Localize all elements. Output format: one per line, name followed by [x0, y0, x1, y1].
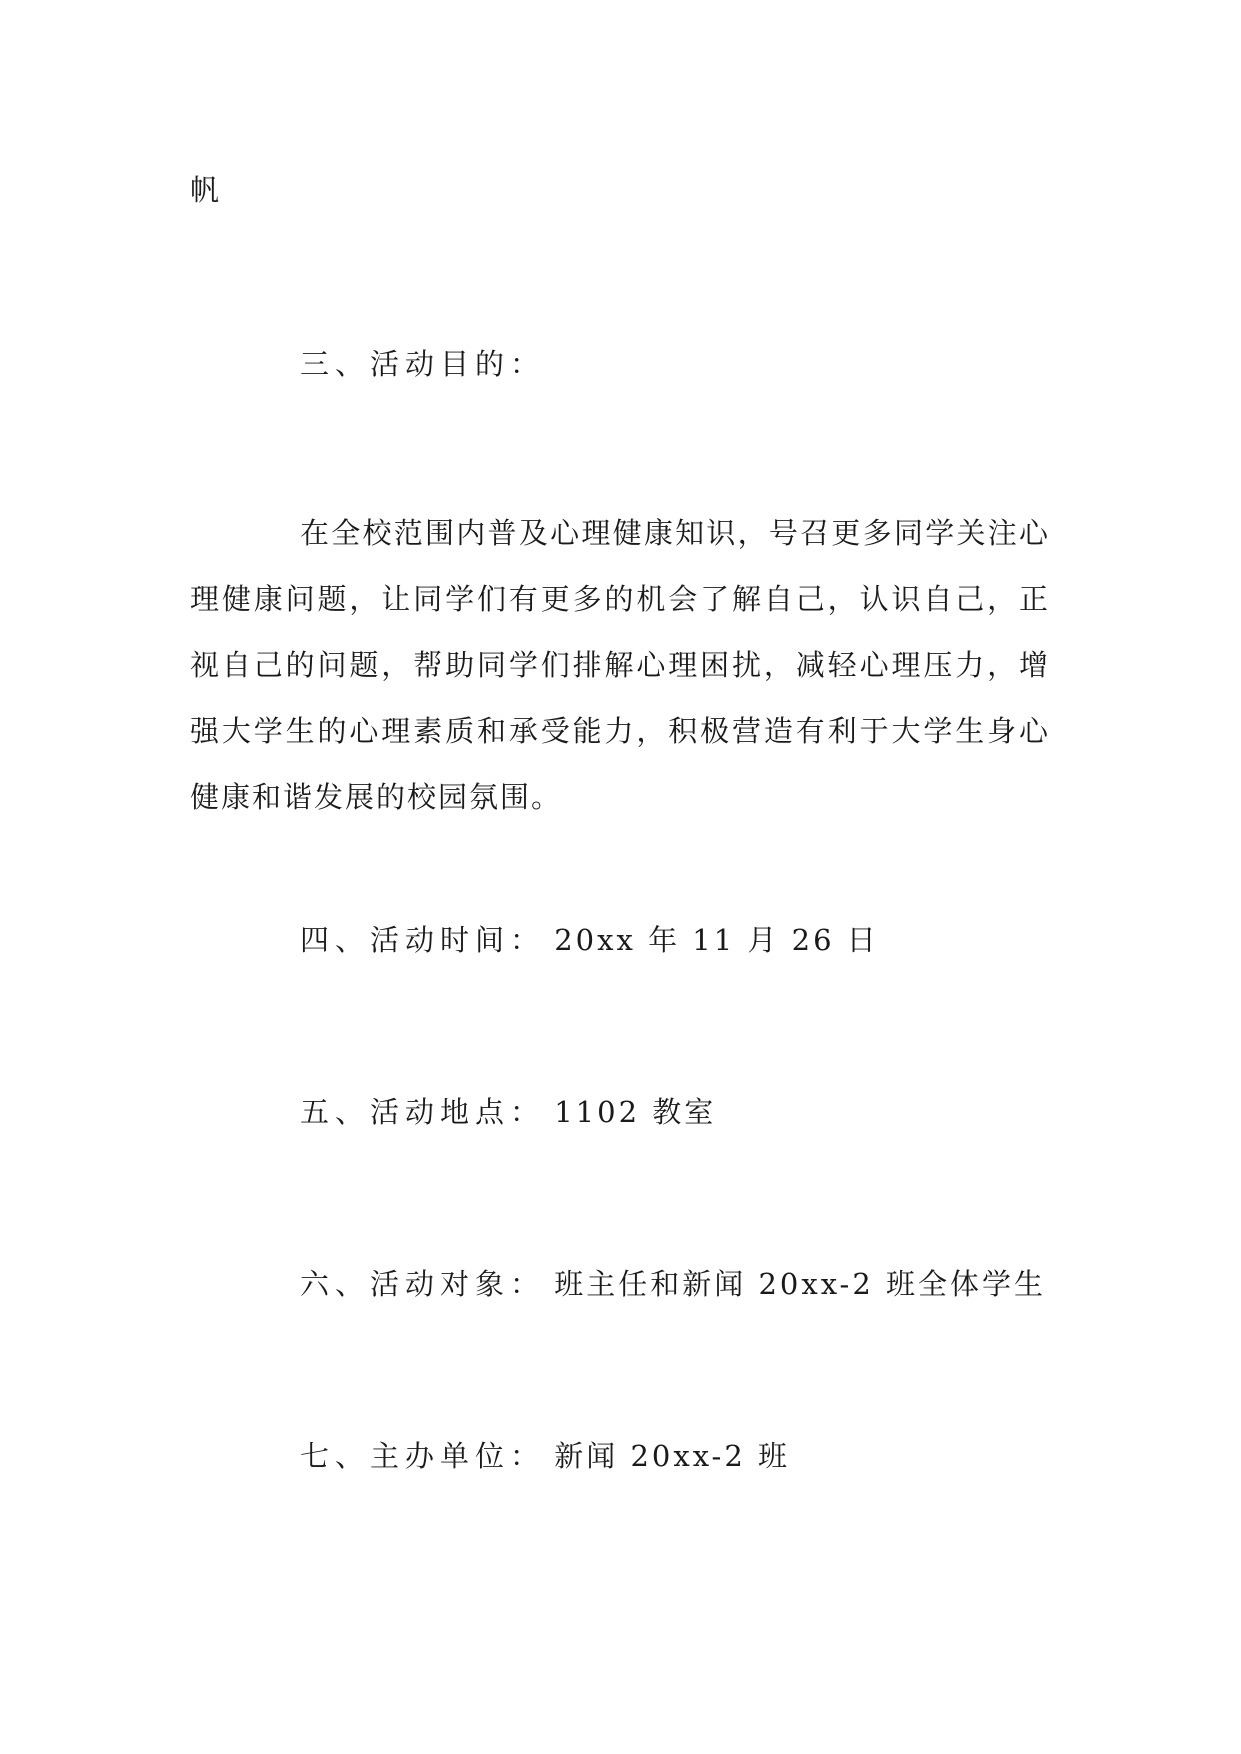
section-location-value: 1102 教室 — [554, 1095, 717, 1129]
section-audience — [300, 1262, 1046, 1306]
paragraph-purpose: 在全校范围内普及心理健康知识，号召更多同学关注心理健康问题，让同学们有更多的机会了解自己，认识自己，正视自己的问题，帮助同学们排解心理困扰，减轻心理压力，增强大学生的心理素质和承受能力，积极营造有利于大学生身心健康和谐发展的校园氛围。 — [190, 516, 1050, 814]
section-audience-value: 班主任和新闻 20xx-2 班全体学生 — [554, 1267, 1047, 1301]
section-location — [300, 1090, 716, 1134]
section-time-label: 四、活动时间： — [300, 923, 546, 957]
section-time — [300, 918, 879, 962]
text-fragment: 帆 — [190, 173, 220, 207]
section-location-label: 五、活动地点： — [300, 1095, 546, 1129]
section-organizer — [300, 1434, 790, 1478]
section-organizer-value: 新闻 20xx-2 班 — [554, 1439, 791, 1473]
section-organizer-label: 七、主办单位： — [300, 1439, 546, 1473]
section-time-value: 20xx 年 11 月 26 日 — [554, 923, 879, 957]
section-audience-label: 六、活动对象： — [300, 1267, 546, 1301]
section-heading-purpose: 三、活动目的： — [300, 347, 546, 381]
